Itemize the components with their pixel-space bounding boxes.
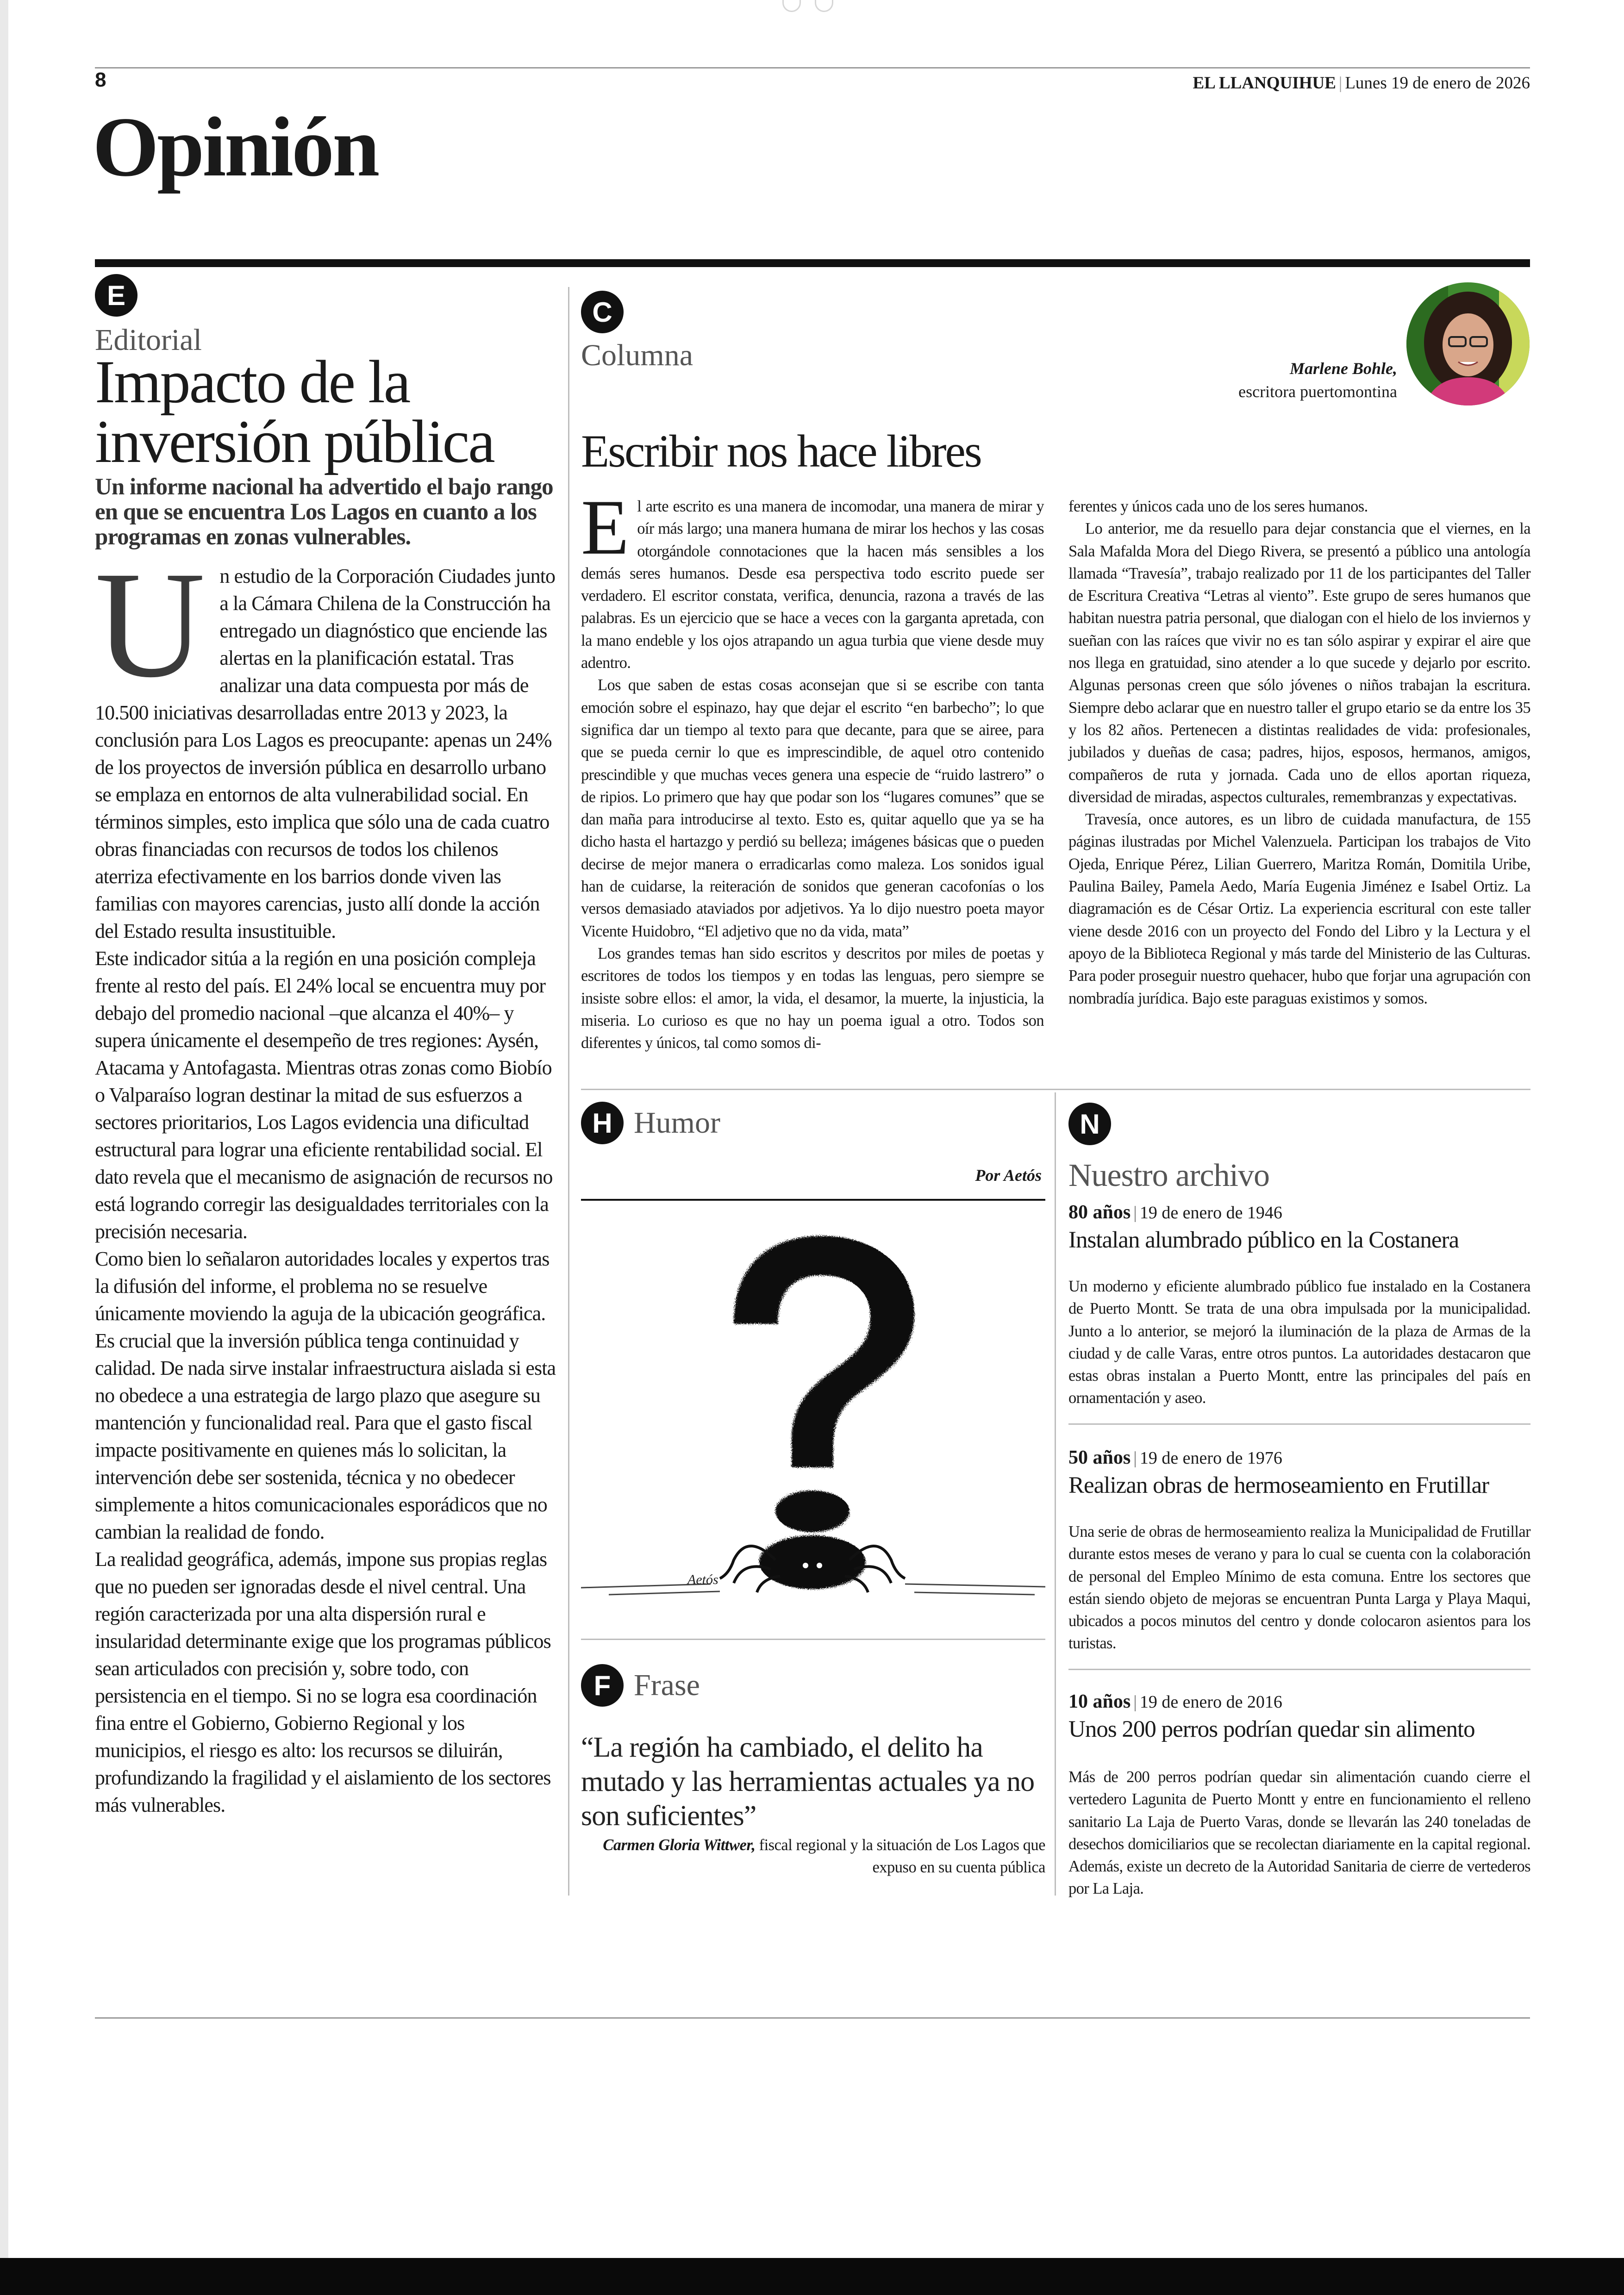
archive-entry-meta: 10 años | 19 de enero de 2016 [1068, 1691, 1282, 1712]
archive-entry-meta: 50 años | 19 de enero de 1976 [1068, 1447, 1282, 1468]
column-kicker: Columna [581, 338, 693, 372]
section-title: Opinión [93, 100, 378, 194]
editorial-body [95, 540, 558, 1819]
archive-entry-body: Una serie de obras de hermoseamiento realiza la Municipalidad de Frutillar durante estos meses de verano y para lo cual se cuenta con la colaboración de personal del Empleo Mínimo de esta comuna. Entre los sectores que están siendo objeto de mejoras se encuentran Punta Larga y Playa Maqui, ubicados a pocos minutos del centro y donde colocaron asientos para los turistas. [1068, 1523, 1530, 1653]
frase-header [581, 1664, 700, 1707]
column-paragraph: l arte escrito es una manera de incomodar, una manera de mirar y oír más largo; una manera humana de mirar los hechos y las cosas otorgándole connotaciones que la hacen más sensibles a los demás seres humanos. Desde esa perspectiva todo escrito puede ser verdadero. El escritor constata, verifica, denuncia, razona a través de las palabras. Es un ejercicio que se hace a veces con la garganta apretada, con la mano endeble y los ojos atrapando un agua turbia que viene desde muy adentro. [581, 498, 1044, 672]
page-edge [0, 0, 8, 2295]
column-bottom-rule [581, 1089, 1530, 1090]
editorial-paragraph: Como bien lo señalaron autoridades locales y expertos tras la difusión del informe, el problema no se resuelve únicamente moviendo la aguja de la ubicación geográfica. Es crucial que la inversión pública tenga continuidad y calidad. De nada sirve instalar infraestructura aislada si esta no obedece a una estrategia de largo plazo que asegure su mantención y funcionalidad real. Para que el gasto fiscal impacte positivamente en quienes más lo solicitan, la intervención debe ser sostenida, técnica y no obedecer simplemente a hitos comunicacionales esporádicos que no cambian la realidad de fondo. [95, 1247, 556, 1543]
spider-body [759, 1535, 866, 1589]
header-rule [95, 67, 1530, 69]
frase-badge: F [581, 1664, 624, 1707]
archive-entry-date: 19 de enero de 1976 [1139, 1448, 1282, 1468]
archive-divider [1068, 1669, 1530, 1670]
editorial-drop-cap: U [95, 540, 205, 709]
humor-byline: Por Aetós [975, 1166, 1042, 1185]
column-text-left [581, 484, 1044, 1054]
column-paragraph: Travesía, once autores, es un libro de cuidada manufactura, de 155 páginas ilustradas por Michel Valenzuela. Participan los trabajos de Vito Ojeda, Enrique Pérez, Lilian Guerrero, Maritza Román, Domitila Uribe, Paulina Bailey, Pamela Aedo, María Eugenia Jiménez e Isabel Ortiz. La diagramación es de César Ortiz. La experiencia escritural con este taller viene desde 2016 con un proyecto del Fondo del Libro y la Lectura y el apoyo de la Biblioteca Regional y más tarde del Ministerio de las Culturas. Para poder proseguir nuestro quehacer, hubo que forjar una agrupación con nombradía jurídica. Bajo este paraguas existimos y somos. [1068, 811, 1530, 1007]
column-text-right [1068, 495, 1530, 1010]
archive-entry-years: 80 años [1068, 1202, 1131, 1223]
quote-author: Carmen Gloria Wittwer, [603, 1836, 756, 1854]
column-headline: Escribir nos hace libres [581, 425, 981, 477]
column-paragraph: ferentes y únicos cada uno de los seres humanos. [1068, 498, 1368, 515]
archive-entry-title: Instalan alumbrado público en la Costanera [1068, 1227, 1459, 1253]
section-rule [95, 259, 1530, 267]
editorial-paragraph: n estudio de la Corporación Ciudades junto a la Cámara Chilena de la Construcción ha entregado un diagnóstico que enciende las alertas en la planificación estatal. Tras analizar una data compuesta por más de 10.500 iniciativas desarrolladas entre 2013 y 2023, la conclusión para Los Lagos es preocupante: apenas un 24% de los proyectos de inversión pública en desarrollo urbano se emplaza en entornos de alta vulnerabilidad social. En términos simples, esto implica que sólo una de cada cuatro obras financiadas con recursos de todos los chilenos aterriza efectivamente en los barrios donde viven las familias con mayores carencias, justo allí donde la acción del Estado resulta insustituible. [95, 565, 556, 942]
column-divider [568, 287, 569, 1896]
humor-header [581, 1102, 720, 1144]
newspaper-name: EL LLANQUIHUE [1193, 74, 1336, 93]
humor-rule [581, 1199, 1045, 1201]
lower-column-divider [1055, 1092, 1056, 1896]
archive-entry-date: 19 de enero de 1946 [1139, 1203, 1282, 1222]
author-name: Marlene Bohle, [1289, 359, 1397, 378]
question-mark-drawing [734, 1236, 914, 1467]
quote-context: fiscal regional y la situación de Los Lagos que expuso en su cuenta pública [759, 1836, 1045, 1876]
archive-entry-body: Más de 200 perros podrían quedar sin alimentación cuando cierre el vertedero Lagunita de Puerto Montt y entre en funcionamiento el relleno sanitario La Laja de Puerto Varas, donde se llevarán las 240 toneladas de desechos domiciliarios que se recolectan diariamente en la capital regional. Además, existe un decreto de la Autoridad Sanitaria de cierre de vertederos por La Laja. [1068, 1768, 1530, 1898]
archive-entry-meta: 80 años | 19 de enero de 1946 [1068, 1202, 1282, 1223]
viewer-scroll-indicator [782, 0, 833, 12]
author-role: escritora puertomontina [1238, 382, 1397, 401]
humor-bottom-rule [581, 1639, 1045, 1640]
editorial-kicker: Editorial [95, 323, 202, 357]
archive-entry-years: 10 años [1068, 1691, 1131, 1712]
frase-kicker: Frase [634, 1668, 700, 1702]
page-number: 8 [95, 69, 106, 91]
editorial-paragraph: Este indicador sitúa a la región en una posición compleja frente al resto del país. El 24% local se encuentra muy por debajo del promedio nacional –que alcanza el 40%– y supera únicamente el desempeño de tres regiones: Aysén, Atacama y Antofagasta. Mientras otras zonas como Biobío o Valparaíso logran destinar la mitad de sus esfuerzos a sectores prioritarios, Los Lagos evidencia una dificultad estructural para lograr una eficiente rentabilidad social. El dato revela que el mecanismo de asignación de recursos no está logrando corregir las desigualdades territoriales con la precisión necesaria. [95, 947, 553, 1243]
archive-entry-title: Unos 200 perros podrían quedar sin alimento [1068, 1716, 1475, 1742]
author-photo [1406, 282, 1530, 405]
editorial-paragraph: La realidad geográfica, además, impone sus propias reglas que no pueden ser ignoradas desde el nivel central. Una región caracterizada por una alta dispersión rural e insularidad determinante exige que los programas públicos sean articulados con precisión y, sobre todo, con persistencia en el tiempo. Si no se logra esa coordinación fina entre el Gobierno, Gobierno Regional y los municipios, el riesgo es alto: los recursos se diluirán, profundizando la fragilidad y el aislamiento de los sectores más vulnerables. [95, 1548, 551, 1816]
masthead: EL LLANQUIHUE | Lunes 19 de enero de 2026 [1193, 74, 1530, 93]
editorial-subheadline: Un informe nacional ha advertido el bajo rango en que se encuentra Los Lagos en cuanto a los programas en zonas vulnerables. [95, 474, 553, 550]
archive-divider [1068, 1423, 1530, 1425]
frase-quote: “La región ha cambiado, el delito ha mutado y las herramientas actuales ya no son suficientes” [581, 1732, 1035, 1832]
humor-kicker: Humor [634, 1106, 720, 1140]
viewer-bottom-bar [0, 2258, 1624, 2295]
column-paragraph: Los que saben de estas cosas aconsejan que si se escribe con tanta emoción sobre el espinazo, hay que dejar el escrito “en barbecho”; lo que significa dar un tiempo al texto para que decante, para que se airee, para que se pueda cernir lo que es imprescindible, de aquel otro contenido prescindible y que muchas veces genera una especie de “ruido lastrero” o de ripios. Lo primero que hay que podar son los “lugares comunes” que se dan maña para introducirse al texto. Esto es, quitar aquello que ya se ha dicho hasta el hartazgo y perdió su belleza; imágenes básicas que o pueden decirse de mejor manera o erradicarlas como maleza. Los sonidos igual han de cuidarse, la reiteración de sonidos que generan cacofonías o los versos demasiado ataviados por adjetivos. Ya lo dijo nuestro poeta mayor Vicente Huidobro, “El adjetivo que no da vida, mata” [581, 676, 1044, 940]
archive-entry-date: 19 de enero de 2016 [1139, 1692, 1282, 1712]
question-mark-dot [775, 1491, 849, 1532]
archive-entry-years: 50 años [1068, 1447, 1131, 1468]
issue-date: Lunes 19 de enero de 2026 [1345, 74, 1530, 93]
column-paragraph: Los grandes temas han sido escritos y descritos por miles de poetas y escritores de todos los tiempos y en todas las lenguas, pero siempre se insiste sobre ellos: el amor, la vida, el desamor, la muerte, la injusticia, la miseria. Lo curioso es que no hay un poema igual a otro. Todos son diferentes y únicos, tal como somos di- [581, 944, 1044, 1052]
humor-cartoon [581, 1208, 1045, 1606]
frase-attribution [581, 1834, 1045, 1878]
column-paragraph: Lo anterior, me da resuello para dejar constancia que el viernes, en la Sala Mafalda Mora del Diego Rivera, se presentó a público una antología llamada “Travesía”, trabajo realizado por 11 de los participantes del Taller de Escritura Creativa “Letras al viento”. Este grupo de seres humanos que habitan nuestra patria personal, que dialogan con el hielo de los inviernos y sueñan con las raíces que vivir no es tan sólo aspirar y expirar el aire que nos llega en gratuidad, sino atender a lo que sucede y dejarlo por escrito. Algunas personas creen que sólo jóvenes o niños trabajan la escritura. Siempre debo aclarar que en nuestro taller el grupo etario se da entre los 35 y los 82 años. Pertenecen a distintas realidades de vida: profesionales, jubilados y dueñas de casa; padres, hijos, esposos, hermanos, amigos, compañeros de ruta y jornada. Cada uno de ellos aportan riqueza, diversidad de miradas, aspectos culturales, remembranzas y expectativas. [1068, 520, 1530, 806]
editorial-badge: E [95, 274, 137, 317]
archive-entry-body: Un moderno y eficiente alumbrado público fue instalado en la Costanera de Puerto Montt. Se trata de una obra impulsada por la municipalidad. Junto a lo anterior, se mejoró la iluminación de la plaza de Armas de la ciudad y de calle Varas, entre otros puntos. La autoridades destacaron que estas obras instalan a Puerto Montt, entre las principales del país en ornamentación y aseo. [1068, 1278, 1530, 1407]
archive-badge: N [1068, 1103, 1111, 1145]
archive-title: Nuestro archivo [1068, 1158, 1270, 1193]
cartoon-signature: Aetós [687, 1572, 718, 1587]
humor-badge: H [581, 1102, 624, 1144]
archive-entry-title: Realizan obras de hermoseamiento en Frutillar [1068, 1472, 1489, 1498]
column-drop-cap: E [581, 484, 629, 571]
column-badge: C [581, 291, 624, 333]
editorial-headline: Impacto de la inversión pública [95, 348, 494, 476]
footer-rule [95, 2017, 1530, 2019]
